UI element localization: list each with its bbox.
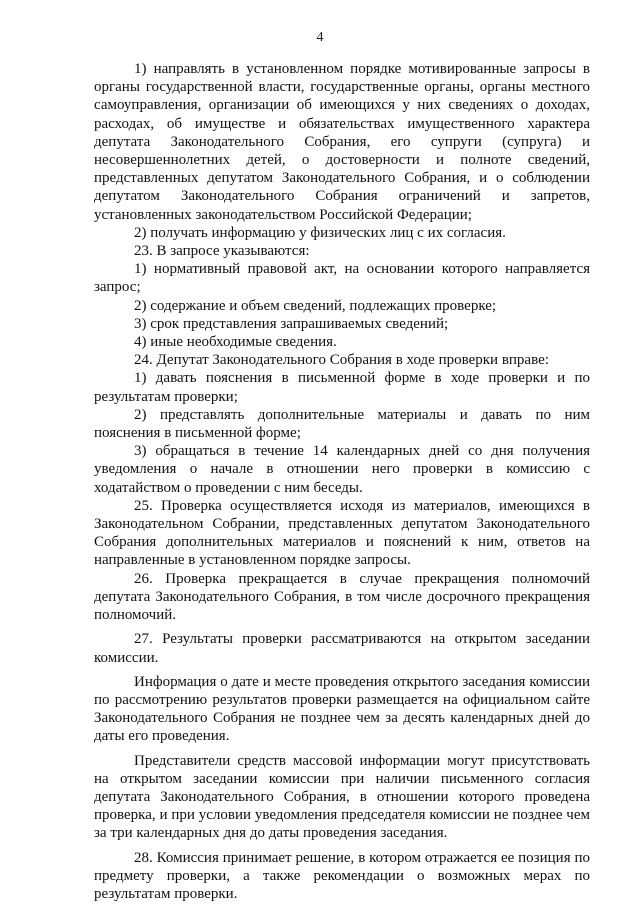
paragraph: 1) нормативный правовой акт, на основании которого направляется запрос; xyxy=(94,261,590,296)
paragraph: 23. В запросе указываются: xyxy=(134,243,310,260)
paragraph: 3) срок представления запрашиваемых сведений; xyxy=(134,315,449,332)
page-number: 4 xyxy=(316,30,324,45)
paragraph: 27. Результаты проверки рассматриваются на открытом заседании комиссии. xyxy=(94,631,590,666)
paragraph: 2) содержание и объем сведений, подлежащих проверке; xyxy=(134,297,497,314)
paragraph: 1) направлять в установленном порядке мотивированные запросы в органы государственной власти, государственные органы, органы местного самоуправления, организации об имеющихся у них сведениях о доходах, расходах, об имуществе и обязательствах имущественного характера депутата Законодательного Собрания, его супруги (супруга) и несовершеннолетних детей, о достоверности и полноте сведений, представленных депутатом Законодательного Собрания, и о соблюдении депутатом Законодательного Собрания ограничений и запретов, установленных законодательством Российской Федерации; xyxy=(94,61,590,223)
document-body xyxy=(94,60,590,903)
paragraph: 28. Комиссия принимает решение, в котором отражается ее позиция по предмету проверки, а также рекомендации о возможных мерах по результатам проверки. xyxy=(94,849,590,902)
paragraph: 1) давать пояснения в письменной форме в ходе проверки и по результатам проверки; xyxy=(94,370,590,405)
paragraph: Представители средств массовой информации могут присутствовать на открытом заседании комиссии при наличии письменного согласия депутата Законодательного Собрания, в отношении которого проведена проверка, и при условии уведомления председателя комиссии не позднее чем за три календарных дня до даты проведения заседания. xyxy=(94,752,590,842)
paragraph: 2) представлять дополнительные материалы и давать по ним пояснения в письменной форме; xyxy=(94,406,590,442)
paragraph: 4) иные необходимые сведения. xyxy=(134,334,337,351)
paragraph: Информация о дате и месте проведения открытого заседания комиссии по рассмотрению результатов проверки размещается на официальном сайте Законодательного Собрания не позднее чем за десять календарных дней до даты его проведения. xyxy=(94,673,590,745)
paragraph: 26. Проверка прекращается в случае прекращения полномочий депутата Законодательного Собрания, в том числе досрочного прекращения полномочий. xyxy=(94,570,590,624)
paragraph: 25. Проверка осуществляется исходя из материалов, имеющихся в Законодательном Собрании, представленных депутатом Законодательного Собрания дополнительных материалов и пояснений к ним, ответов на направленные в установленном порядке запросы. xyxy=(94,497,590,569)
paragraph: 3) обращаться в течение 14 календарных дней со дня получения уведомления о начале в отношении него проверки в комиссию с ходатайством о проведении с ним беседы. xyxy=(94,443,590,496)
paragraph: 24. Депутат Законодательного Собрания в ходе проверки вправе: xyxy=(134,352,549,369)
paragraph: 2) получать информацию у физических лиц с их согласия. xyxy=(134,224,506,241)
